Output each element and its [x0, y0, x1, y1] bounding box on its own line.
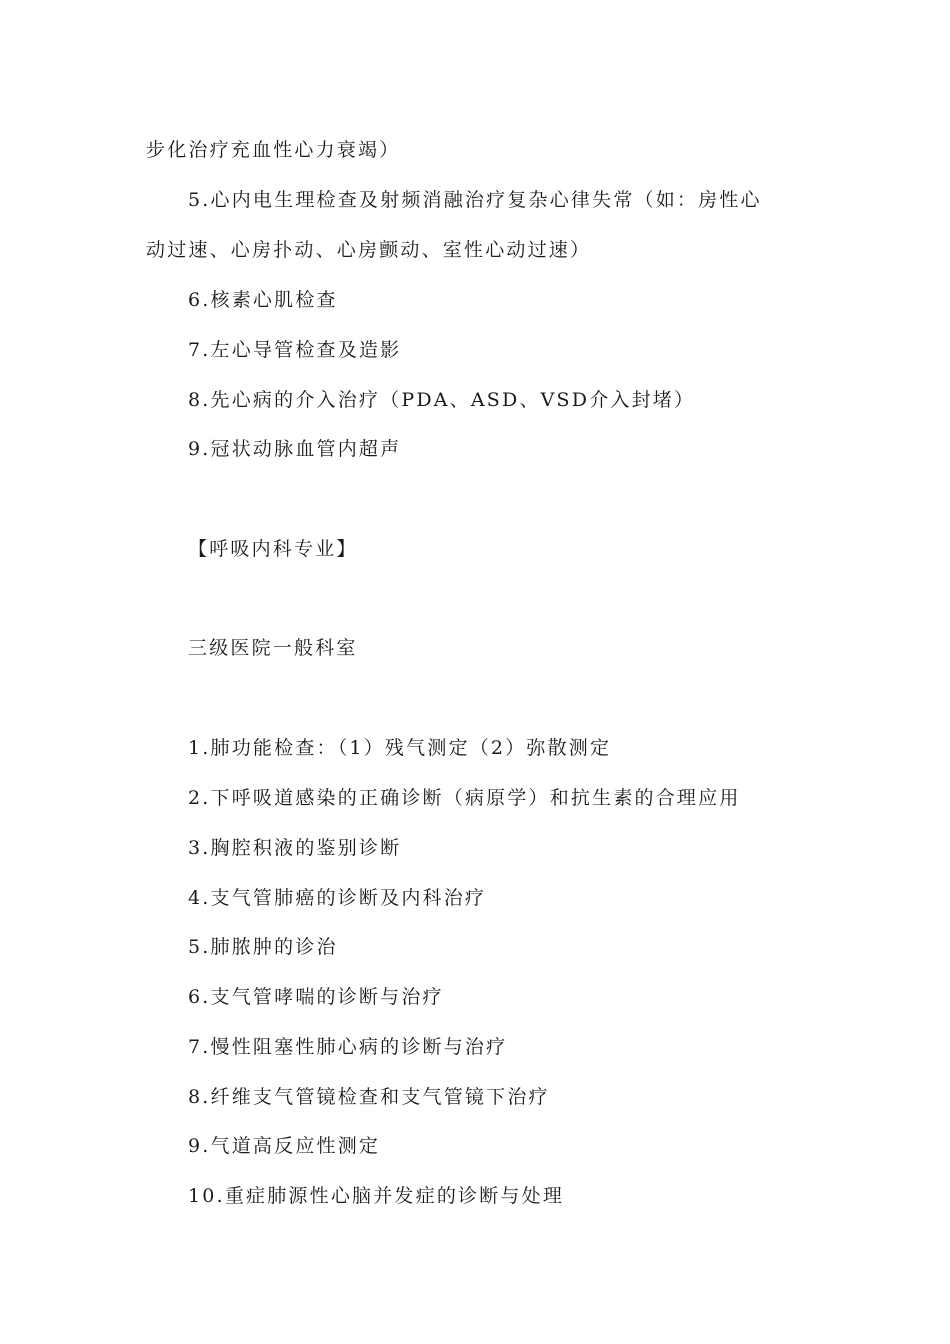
list-item: 8.先心病的介入治疗（PDA、ASD、VSD介入封堵）: [188, 389, 696, 411]
list-item: 5.肺脓肿的诊治: [188, 936, 338, 958]
list-item-continuation: 动过速、心房扑动、心房颤动、室性心动过速）: [146, 239, 592, 261]
list-item-continuation: 步化治疗充血性心力衰竭）: [146, 139, 401, 161]
list-item: 10.重症肺源性心脑并发症的诊断与处理: [188, 1185, 565, 1207]
list-item: 3.胸腔积液的鉴别诊断: [188, 837, 402, 859]
list-item: 4.支气管肺癌的诊断及内科治疗: [188, 887, 487, 909]
list-item: 1.肺功能检查：（1）残气测定（2）弥散测定: [188, 737, 612, 759]
list-item: 7.左心导管检查及造影: [188, 339, 402, 361]
list-item: 9.气道高反应性测定: [188, 1135, 381, 1157]
list-item: 7.慢性阻塞性肺心病的诊断与治疗: [188, 1036, 508, 1058]
list-item: 6.支气管哮喘的诊断与治疗: [188, 986, 444, 1008]
list-item: 5.心内电生理检查及射频消融治疗复杂心律失常（如：房性心: [188, 189, 762, 211]
section-subheading: 三级医院一般科室: [188, 637, 358, 659]
section-heading: 【呼吸内科专业】: [188, 538, 358, 560]
list-item: 6.核素心肌检查: [188, 289, 338, 311]
list-item: 2.下呼吸道感染的正确诊断（病原学）和抗生素的合理应用: [188, 787, 741, 809]
list-item: 9.冠状动脉血管内超声: [188, 438, 402, 460]
list-item: 8.纤维支气管镜检查和支气管镜下治疗: [188, 1086, 550, 1108]
